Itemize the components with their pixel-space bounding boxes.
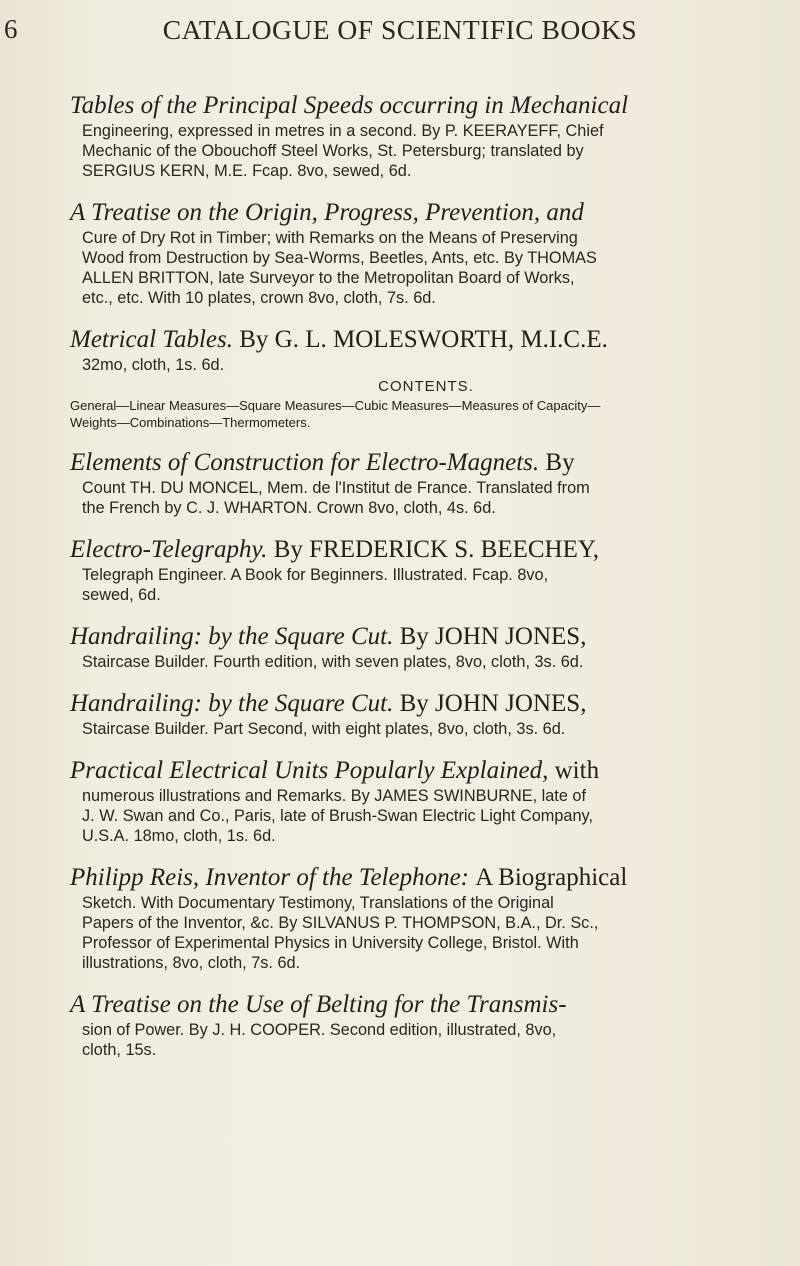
entry-author: A Biographical: [475, 864, 628, 891]
entry-title-line: [70, 755, 770, 786]
entry-line: Sketch. With Documentary Testimony, Translations of the Original: [82, 894, 554, 912]
entry-line: sion of Power. By J. H. COOPER. Second edition, illustrated, 8vo,: [82, 1021, 557, 1039]
entry-author: By G. L. MOLESWORTH, M.I.C.E.: [239, 326, 608, 353]
entry-title-line: [70, 447, 770, 478]
entry-title: Handrailing: by the Square Cut.: [70, 623, 394, 650]
entry-description: [70, 1020, 770, 1060]
entry-line: the French by C. J. WHARTON. Crown 8vo, cloth, 4s. 6d.: [82, 499, 496, 517]
entry-line: Papers of the Inventor, &c. By SILVANUS P. THOMPSON, B.A., Dr. Sc.,: [82, 914, 599, 932]
catalogue-entry: [70, 324, 770, 431]
entry-title: Tables of the Principal Speeds occurring in Mechanical: [70, 92, 629, 119]
contents-list: [70, 397, 770, 431]
entry-line: Wood from Destruction by Sea-Worms, Beetles, Ants, etc. By THOMAS: [82, 249, 597, 267]
running-head: CATALOGUE OF SCIENTIFIC BOOKS: [162, 14, 638, 45]
catalogue-entry: [70, 989, 770, 1060]
entry-author: By FREDERICK S. BEECHEY,: [273, 536, 599, 563]
entry-line: Mechanic of the Obouchoff Steel Works, St. Petersburg; translated by: [82, 142, 584, 160]
entry-line: SERGIUS KERN, M.E. Fcap. 8vo, sewed, 6d.: [82, 162, 412, 180]
entry-line: Cure of Dry Rot in Timber; with Remarks on the Means of Preserving: [82, 229, 578, 247]
entry-line: 32mo, cloth, 1s. 6d.: [82, 356, 225, 374]
entry-line: cloth, 15s.: [82, 1041, 157, 1059]
entry-title: Practical Electrical Units Popularly Explained,: [70, 757, 549, 784]
entry-description: [70, 893, 770, 973]
page-header: [0, 14, 800, 54]
catalogue-entry: [70, 90, 770, 181]
entry-line: J. W. Swan and Co., Paris, late of Brush-Swan Electric Light Company,: [82, 807, 593, 825]
entry-line: sewed, 6d.: [82, 586, 161, 604]
entry-title-line: [70, 688, 770, 719]
entry-title-line: [70, 621, 770, 652]
entry-title: A Treatise on the Origin, Progress, Prevention, and: [70, 199, 584, 226]
entry-title: Electro-Telegraphy.: [70, 536, 268, 563]
entry-description: [70, 652, 770, 672]
entry-title-line: [70, 862, 770, 893]
entry-line: ALLEN BRITTON, late Surveyor to the Metropolitan Board of Works,: [82, 269, 575, 287]
entry-description: [70, 786, 770, 846]
entry-author: By JOHN JONES,: [399, 690, 587, 717]
entry-description: [70, 121, 770, 181]
entry-description: [70, 228, 770, 308]
entry-line: U.S.A. 18mo, cloth, 1s. 6d.: [82, 827, 276, 845]
page-number: 6: [4, 14, 18, 44]
entry-line: Staircase Builder. Fourth edition, with seven plates, 8vo, cloth, 3s. 6d.: [82, 653, 584, 671]
entry-description: [70, 478, 770, 518]
catalogue-entry: [70, 688, 770, 739]
entry-author: By: [545, 449, 575, 476]
entry-description: [70, 719, 770, 739]
entry-title: Handrailing: by the Square Cut.: [70, 690, 394, 717]
entry-line: Engineering, expressed in metres in a second. By P. KEERAYEFF, Chief: [82, 122, 604, 140]
entry-line: Staircase Builder. Part Second, with eight plates, 8vo, cloth, 3s. 6d.: [82, 720, 566, 738]
catalogue-entry: [70, 197, 770, 308]
entry-line: numerous illustrations and Remarks. By JAMES SWINBURNE, late of: [82, 787, 586, 805]
entry-author: with: [554, 757, 600, 784]
catalogue-entry: [70, 534, 770, 605]
catalogue-entry: [70, 621, 770, 672]
entry-description: [70, 355, 770, 397]
catalogue-entry: [70, 862, 770, 973]
entry-line: illustrations, 8vo, cloth, 7s. 6d.: [82, 954, 301, 972]
entry-title: Elements of Construction for Electro-Magnets.: [70, 449, 540, 476]
entry-title: Metrical Tables.: [70, 326, 233, 353]
catalogue-entry: [70, 755, 770, 846]
entry-line: Professor of Experimental Physics in University College, Bristol. With: [82, 934, 579, 952]
entry-title: Philipp Reis, Inventor of the Telephone:: [70, 864, 469, 891]
entry-title-line: [70, 324, 770, 355]
entry-line: Telegraph Engineer. A Book for Beginners. Illustrated. Fcap. 8vo,: [82, 566, 549, 584]
entry-title-line: [70, 534, 770, 565]
entry-author: By JOHN JONES,: [399, 623, 587, 650]
entry-line: Count TH. DU MONCEL, Mem. de l'Institut de France. Translated from: [82, 479, 590, 497]
contents-line: Weights—Combinations—Thermometers.: [70, 415, 311, 430]
catalogue-entries: [70, 90, 770, 1076]
entry-line: etc., etc. With 10 plates, crown 8vo, cloth, 7s. 6d.: [82, 289, 436, 307]
contents-line: General—Linear Measures—Square Measures—Cubic Measures—Measures of Capacity—: [70, 398, 601, 413]
entry-title: A Treatise on the Use of Belting for the Transmis-: [70, 991, 567, 1018]
entry-description: [70, 565, 770, 605]
contents-heading: CONTENTS.: [378, 378, 474, 395]
catalogue-entry: [70, 447, 770, 518]
